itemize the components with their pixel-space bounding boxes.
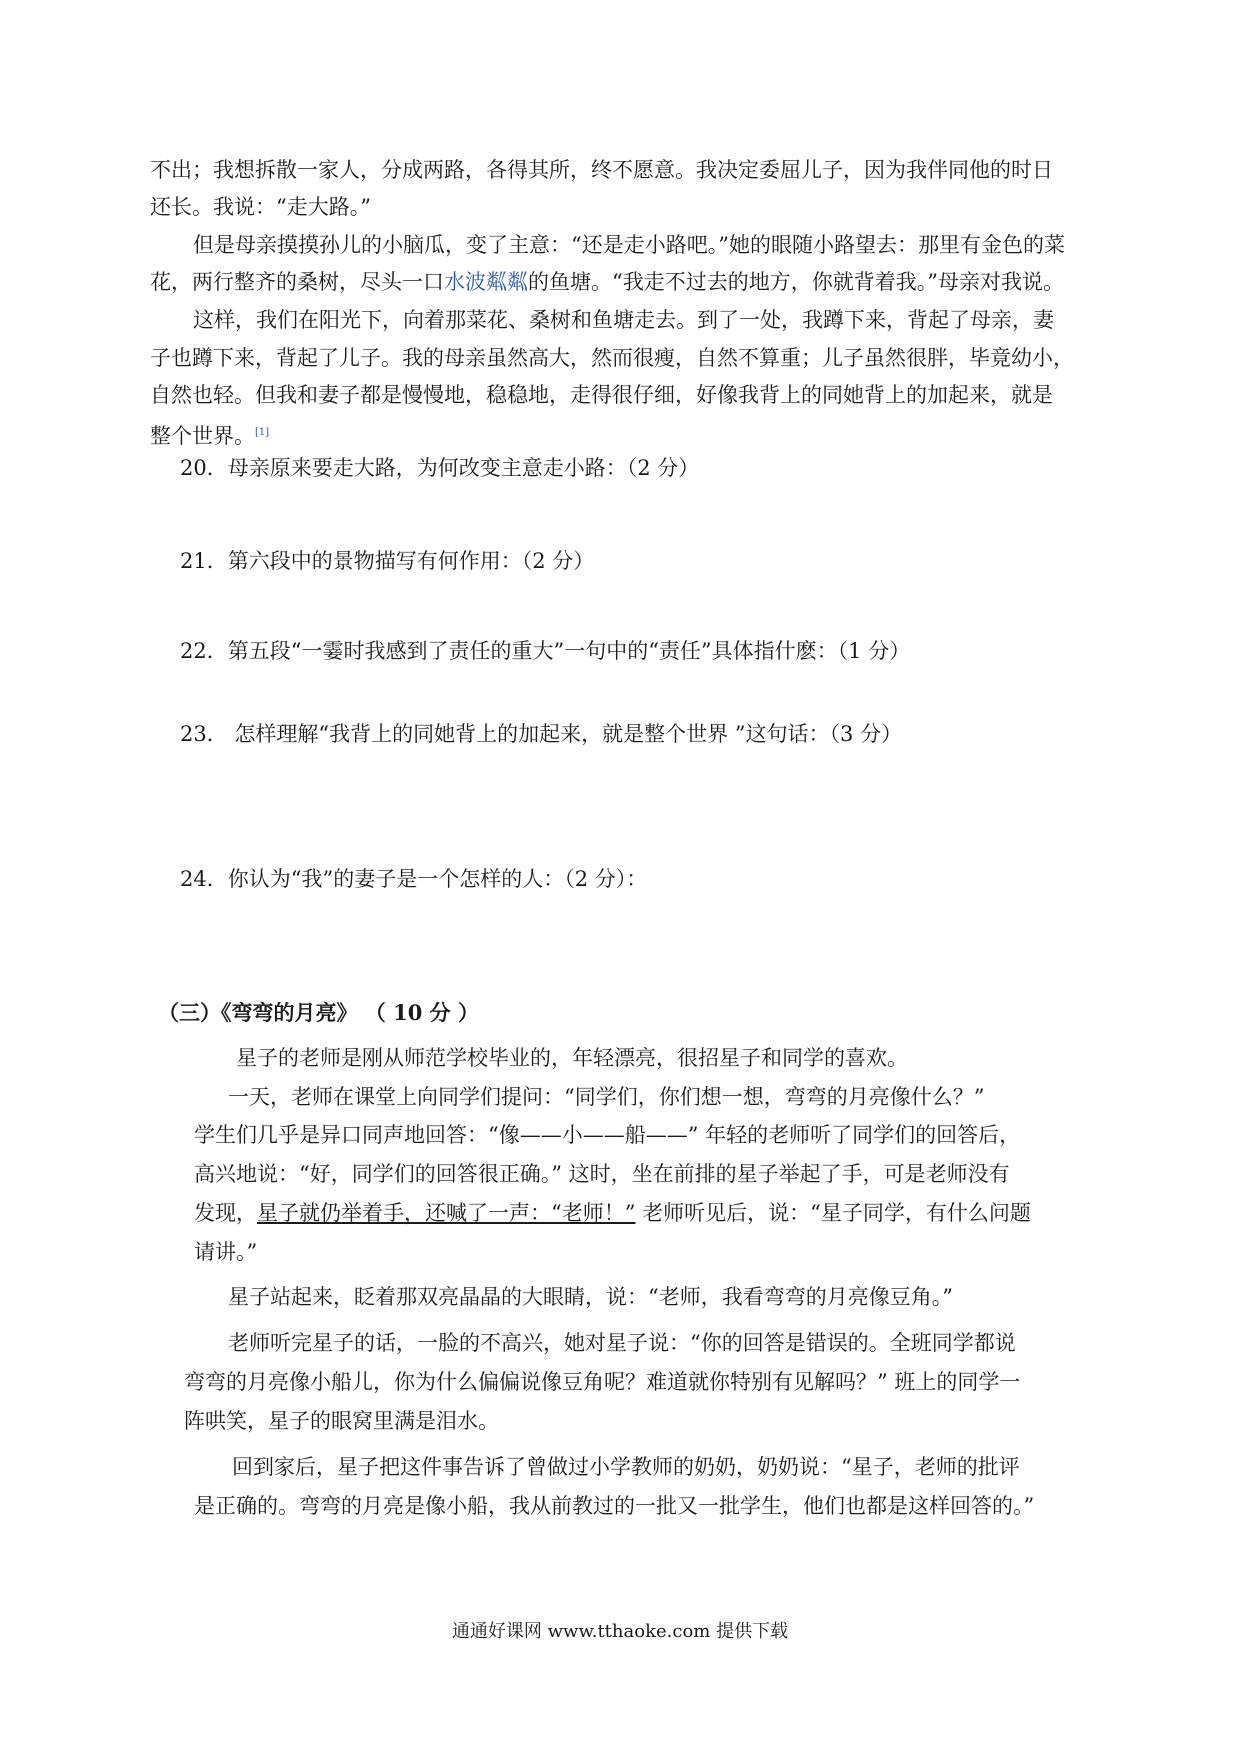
story-line: 星子站起来，眨着那双亮晶晶的大眼睛，说：“老师，我看弯弯的月亮像豆角。” [228,1285,953,1309]
story-line: 阵哄笑，星子的眼窝里满是泪水。 [184,1409,499,1433]
footnote-reference[interactable]: [1] [255,427,270,438]
question-20: 20．母亲原来要走大路，为何改变主意走小路：（2 分） [180,456,700,480]
story-line: 弯弯的月亮像小船儿，你为什么偏偏说像豆角呢？难道就你特别有见解吗？” 班上的同学一 [184,1370,1021,1394]
passage-line: 自然也轻。但我和妻子都是慢慢地，稳稳地，走得很仔细，好像我背上的同她背上的加起来，就是 [150,383,1053,407]
story-line [194,1199,1031,1227]
story-text: 老师听见后，说：“星子同学，有什么问题 [635,1201,1031,1225]
passage-line: 子也蹲下来，背起了儿子。我的母亲虽然高大，然而很瘦，自然不算重；儿子虽然很胖，毕竟幼小， [150,346,1074,370]
passage-text: 花，两行整齐的桑树，尽头一口 [150,270,444,294]
passage-text: 的鱼塘。“我走不过去的地方，你就背着我。”母亲对我说。 [528,270,1064,294]
question-21: 21．第六段中的景物描写有何作用：（2 分） [180,549,595,573]
underlined-sentence: 星子就仍举着手，还喊了一声：“老师！” [257,1201,636,1225]
story-line: 星子的老师是刚从师范学校毕业的，年轻漂亮，很招星子和同学的喜欢。 [236,1046,908,1070]
story-line: 一天，老师在课堂上向同学们提问：“同学们，你们想一想，弯弯的月亮像什么？” [228,1085,985,1109]
story-line: 老师听完星子的话，一脸的不高兴，她对星子说：“你的回答是错误的。全班同学都说 [228,1331,1016,1355]
passage-text: 整个世界。 [150,424,255,448]
story-text: 发现， [194,1201,257,1225]
question-23: 23． 怎样理解“我背上的同她背上的加起来，就是整个世界 ”这句话：（3 分） [180,722,903,746]
question-24: 24．你认为“我”的妻子是一个怎样的人：（2 分）： [180,867,648,891]
passage-line: 这样，我们在阳光下，向着那菜花、桑树和鱼塘走去。到了一处，我蹲下来，背起了母亲，妻 [193,308,1054,332]
story-line: 是正确的。弯弯的月亮是像小船，我从前教过的一批又一批学生，他们也都是这样回答的。” [194,1494,1035,1518]
hyperlink-text[interactable]: 水波粼粼 [444,270,528,294]
passage-line [150,419,269,450]
story-line: 请讲。” [194,1240,258,1264]
story-line: 高兴地说：“好，同学们的回答很正确。” 这时，坐在前排的星子举起了手，可是老师没有 [194,1162,1010,1186]
story-line: 回到家后，星子把这件事告诉了曾做过小学教师的奶奶，奶奶说：“星子，老师的批评 [232,1455,1020,1479]
passage-line: 还长。我说：“走大路。” [150,195,371,219]
passage-line: 但是母亲摸摸孙儿的小脑瓜，变了主意：“还是走小路吧。”她的眼随小路望去：那里有金色的菜 [193,233,1065,257]
page-footer: 通通好课网 www.tthaoke.com 提供下载 [451,1621,789,1642]
section-heading: （三）《弯弯的月亮》 （ 10 分 ） [158,1000,479,1025]
question-22: 22．第五段“一霎时我感到了责任的重大”一句中的“责任”具体指什麽：（1 分） [180,639,911,663]
story-line: 学生们几乎是异口同声地回答：“像——小——船——” 年轻的老师听了同学们的回答后， [194,1123,1021,1147]
passage-line [150,268,1064,296]
passage-line: 不出；我想拆散一家人，分成两路，各得其所，终不愿意。我决定委屈儿子，因为我伴同他的时日 [150,158,1053,182]
